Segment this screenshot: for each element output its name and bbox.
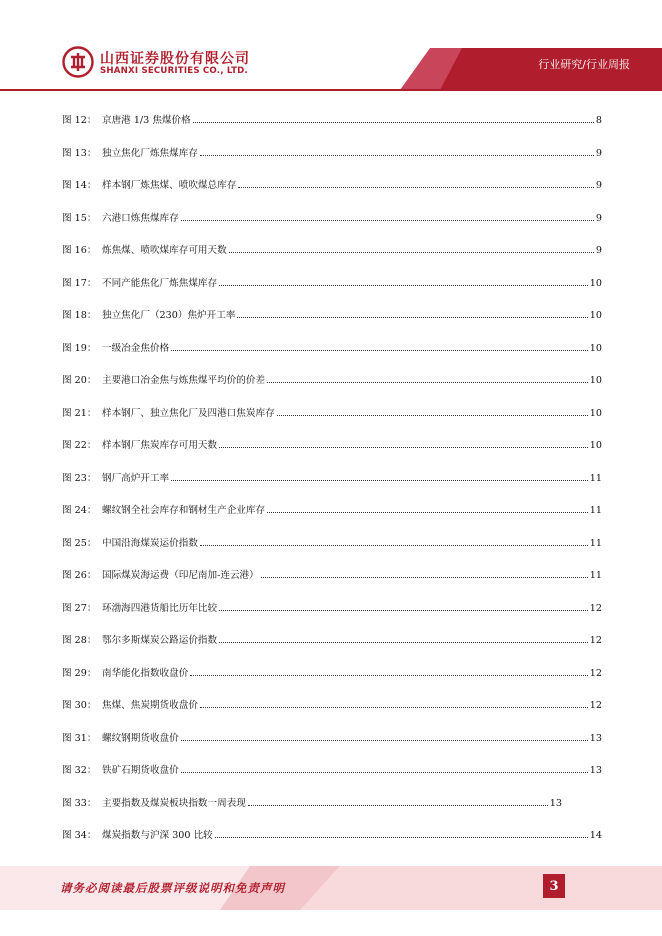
disclaimer-notice[interactable]: 请务必阅读最后股票评级说明和免责声明: [60, 881, 285, 895]
toc-entry[interactable]: [62, 823, 602, 841]
figure-title: 钢厂高炉开工率: [102, 473, 170, 484]
figure-number: 图 14：: [62, 180, 97, 191]
figure-number: 图 13：: [62, 148, 97, 159]
dot-leader: [238, 187, 594, 188]
dot-leader: [267, 382, 588, 383]
dot-leader: [171, 480, 588, 481]
dot-leader: [219, 610, 588, 611]
page-ref: 8: [595, 115, 602, 126]
figure-number: 图 19：: [62, 343, 97, 354]
dot-leader: [200, 155, 594, 156]
page-ref: 10: [589, 408, 602, 419]
page-ref: 10: [589, 440, 602, 451]
figure-number: 图 24：: [62, 505, 97, 516]
toc-entry[interactable]: [62, 206, 602, 224]
dot-leader: [229, 252, 594, 253]
toc-entry[interactable]: [62, 531, 602, 549]
figure-number: 图 21：: [62, 408, 97, 419]
figure-number: 图 32：: [62, 765, 97, 776]
page-ref: 9: [595, 148, 602, 159]
figure-number: 图 22：: [62, 440, 97, 451]
toc-entry[interactable]: [62, 693, 602, 711]
figure-title: 焦煤、焦炭期货收盘价: [102, 700, 198, 711]
page-ref: 13: [549, 798, 562, 809]
toc-entry[interactable]: [62, 368, 602, 386]
figure-title: 煤炭指数与沪深 300 比较: [102, 830, 213, 841]
page-ref: 9: [595, 180, 602, 191]
toc-entry[interactable]: [62, 758, 602, 776]
figure-number: 图 25：: [62, 538, 97, 549]
figure-number: 图 26：: [62, 570, 97, 581]
toc-entry[interactable]: [62, 336, 602, 354]
page-ref: 11: [589, 538, 602, 549]
dot-leader: [200, 707, 588, 708]
toc-entry[interactable]: [62, 791, 562, 809]
figure-title: 独立焦化厂炼焦煤库存: [102, 148, 198, 159]
dot-leader: [219, 285, 588, 286]
figure-title: 环渤海四港货船比历年比较: [102, 603, 218, 614]
dot-leader: [219, 447, 588, 448]
dot-leader: [248, 805, 548, 806]
page-header: [0, 0, 662, 90]
company-name-en: SHANXI SECURITIES CO., LTD.: [100, 66, 248, 76]
figure-title: 独立焦化厂（230）焦炉开工率: [102, 310, 236, 321]
page-ref: 11: [589, 473, 602, 484]
dot-leader: [267, 512, 588, 513]
page-ref: 11: [589, 570, 602, 581]
dot-leader: [261, 577, 588, 578]
page-ref: 10: [589, 278, 602, 289]
company-name-cn: 山西证券股份有限公司: [100, 51, 250, 67]
page-ref: 10: [589, 310, 602, 321]
figure-number: 图 18：: [62, 310, 97, 321]
figure-title: 样本钢厂炼焦煤、喷吹煤总库存: [102, 180, 237, 191]
dot-leader: [193, 122, 594, 123]
toc-entry[interactable]: [62, 563, 602, 581]
page-number: 3: [543, 874, 565, 898]
figure-title: 样本钢厂焦炭库存可用天数: [102, 440, 218, 451]
toc-entry[interactable]: [62, 108, 602, 126]
dot-leader: [277, 415, 588, 416]
page-ref: 10: [589, 343, 602, 354]
toc-entry[interactable]: [62, 303, 602, 321]
figure-title: 主要指数及煤炭板块指数一周表现: [102, 798, 246, 809]
dot-leader: [181, 772, 588, 773]
report-section-label: 行业研究/行业周报: [538, 58, 630, 71]
figure-number: 图 17：: [62, 278, 97, 289]
figure-number: 图 23：: [62, 473, 97, 484]
figure-title: 国际煤炭海运费（印尼南加-连云港）: [102, 570, 259, 581]
toc-entry[interactable]: [62, 401, 602, 419]
page-ref: 11: [589, 505, 602, 516]
figure-title: 南华能化指数收盘价: [102, 668, 189, 679]
toc-entry[interactable]: [62, 466, 602, 484]
figure-number: 图 29：: [62, 668, 97, 679]
figure-title: 螺纹钢期货收盘价: [102, 733, 179, 744]
toc-entry[interactable]: [62, 238, 602, 256]
figure-number: 图 12：: [62, 115, 97, 126]
toc-entry[interactable]: [62, 433, 602, 451]
toc-entry[interactable]: [62, 498, 602, 516]
dot-leader: [219, 642, 588, 643]
toc-entry[interactable]: [62, 173, 602, 191]
figure-title: 炼焦煤、喷吹煤库存可用天数: [102, 245, 227, 256]
dot-leader: [181, 220, 594, 221]
dot-leader: [171, 350, 588, 351]
dot-leader: [215, 837, 588, 838]
dot-leader: [190, 675, 587, 676]
page-ref: 12: [589, 700, 602, 711]
figure-title: 鄂尔多斯煤炭公路运价指数: [102, 635, 218, 646]
figure-number: 图 31：: [62, 733, 97, 744]
figure-number: 图 30：: [62, 700, 97, 711]
figure-title: 铁矿石期货收盘价: [102, 765, 179, 776]
toc-entry[interactable]: [62, 141, 602, 159]
toc-entry[interactable]: [62, 271, 602, 289]
figure-title: 螺纹钢全社会库存和钢材生产企业库存: [102, 505, 266, 516]
header-divider: [0, 89, 662, 91]
toc-entry[interactable]: [62, 726, 602, 744]
toc-entry[interactable]: [62, 596, 602, 614]
figure-title: 中国沿海煤炭运价指数: [102, 538, 198, 549]
page-ref: 10: [589, 375, 602, 386]
page-ref: 14: [589, 830, 602, 841]
figure-number: 图 27：: [62, 603, 97, 614]
page-ref: 13: [589, 733, 602, 744]
page-ref: 12: [589, 635, 602, 646]
dot-leader: [200, 545, 588, 546]
figure-number: 图 33：: [62, 798, 97, 809]
page-ref: 12: [589, 668, 602, 679]
page-ref: 9: [595, 245, 602, 256]
toc-entry[interactable]: [62, 628, 602, 646]
page-ref: 12: [589, 603, 602, 614]
page-ref: 9: [595, 213, 602, 224]
figure-number: 图 28：: [62, 635, 97, 646]
page-ref: 13: [589, 765, 602, 776]
figure-title: 六港口炼焦煤库存: [102, 213, 179, 224]
figure-number: 图 34：: [62, 830, 97, 841]
dot-leader: [237, 317, 587, 318]
figure-title: 京唐港 1/3 焦煤价格: [102, 115, 191, 126]
figure-number: 图 20：: [62, 375, 97, 386]
figure-number: 图 15：: [62, 213, 97, 224]
figure-title: 样本钢厂、独立焦化厂及四港口焦炭库存: [102, 408, 275, 419]
toc-entry[interactable]: [62, 661, 602, 679]
figure-title: 主要港口冶金焦与炼焦煤平均价的价差: [102, 375, 266, 386]
dot-leader: [181, 740, 588, 741]
figure-number: 图 16：: [62, 245, 97, 256]
figure-title: 不同产能焦化厂炼焦煤库存: [102, 278, 218, 289]
figure-title: 一级冶金焦价格: [102, 343, 170, 354]
